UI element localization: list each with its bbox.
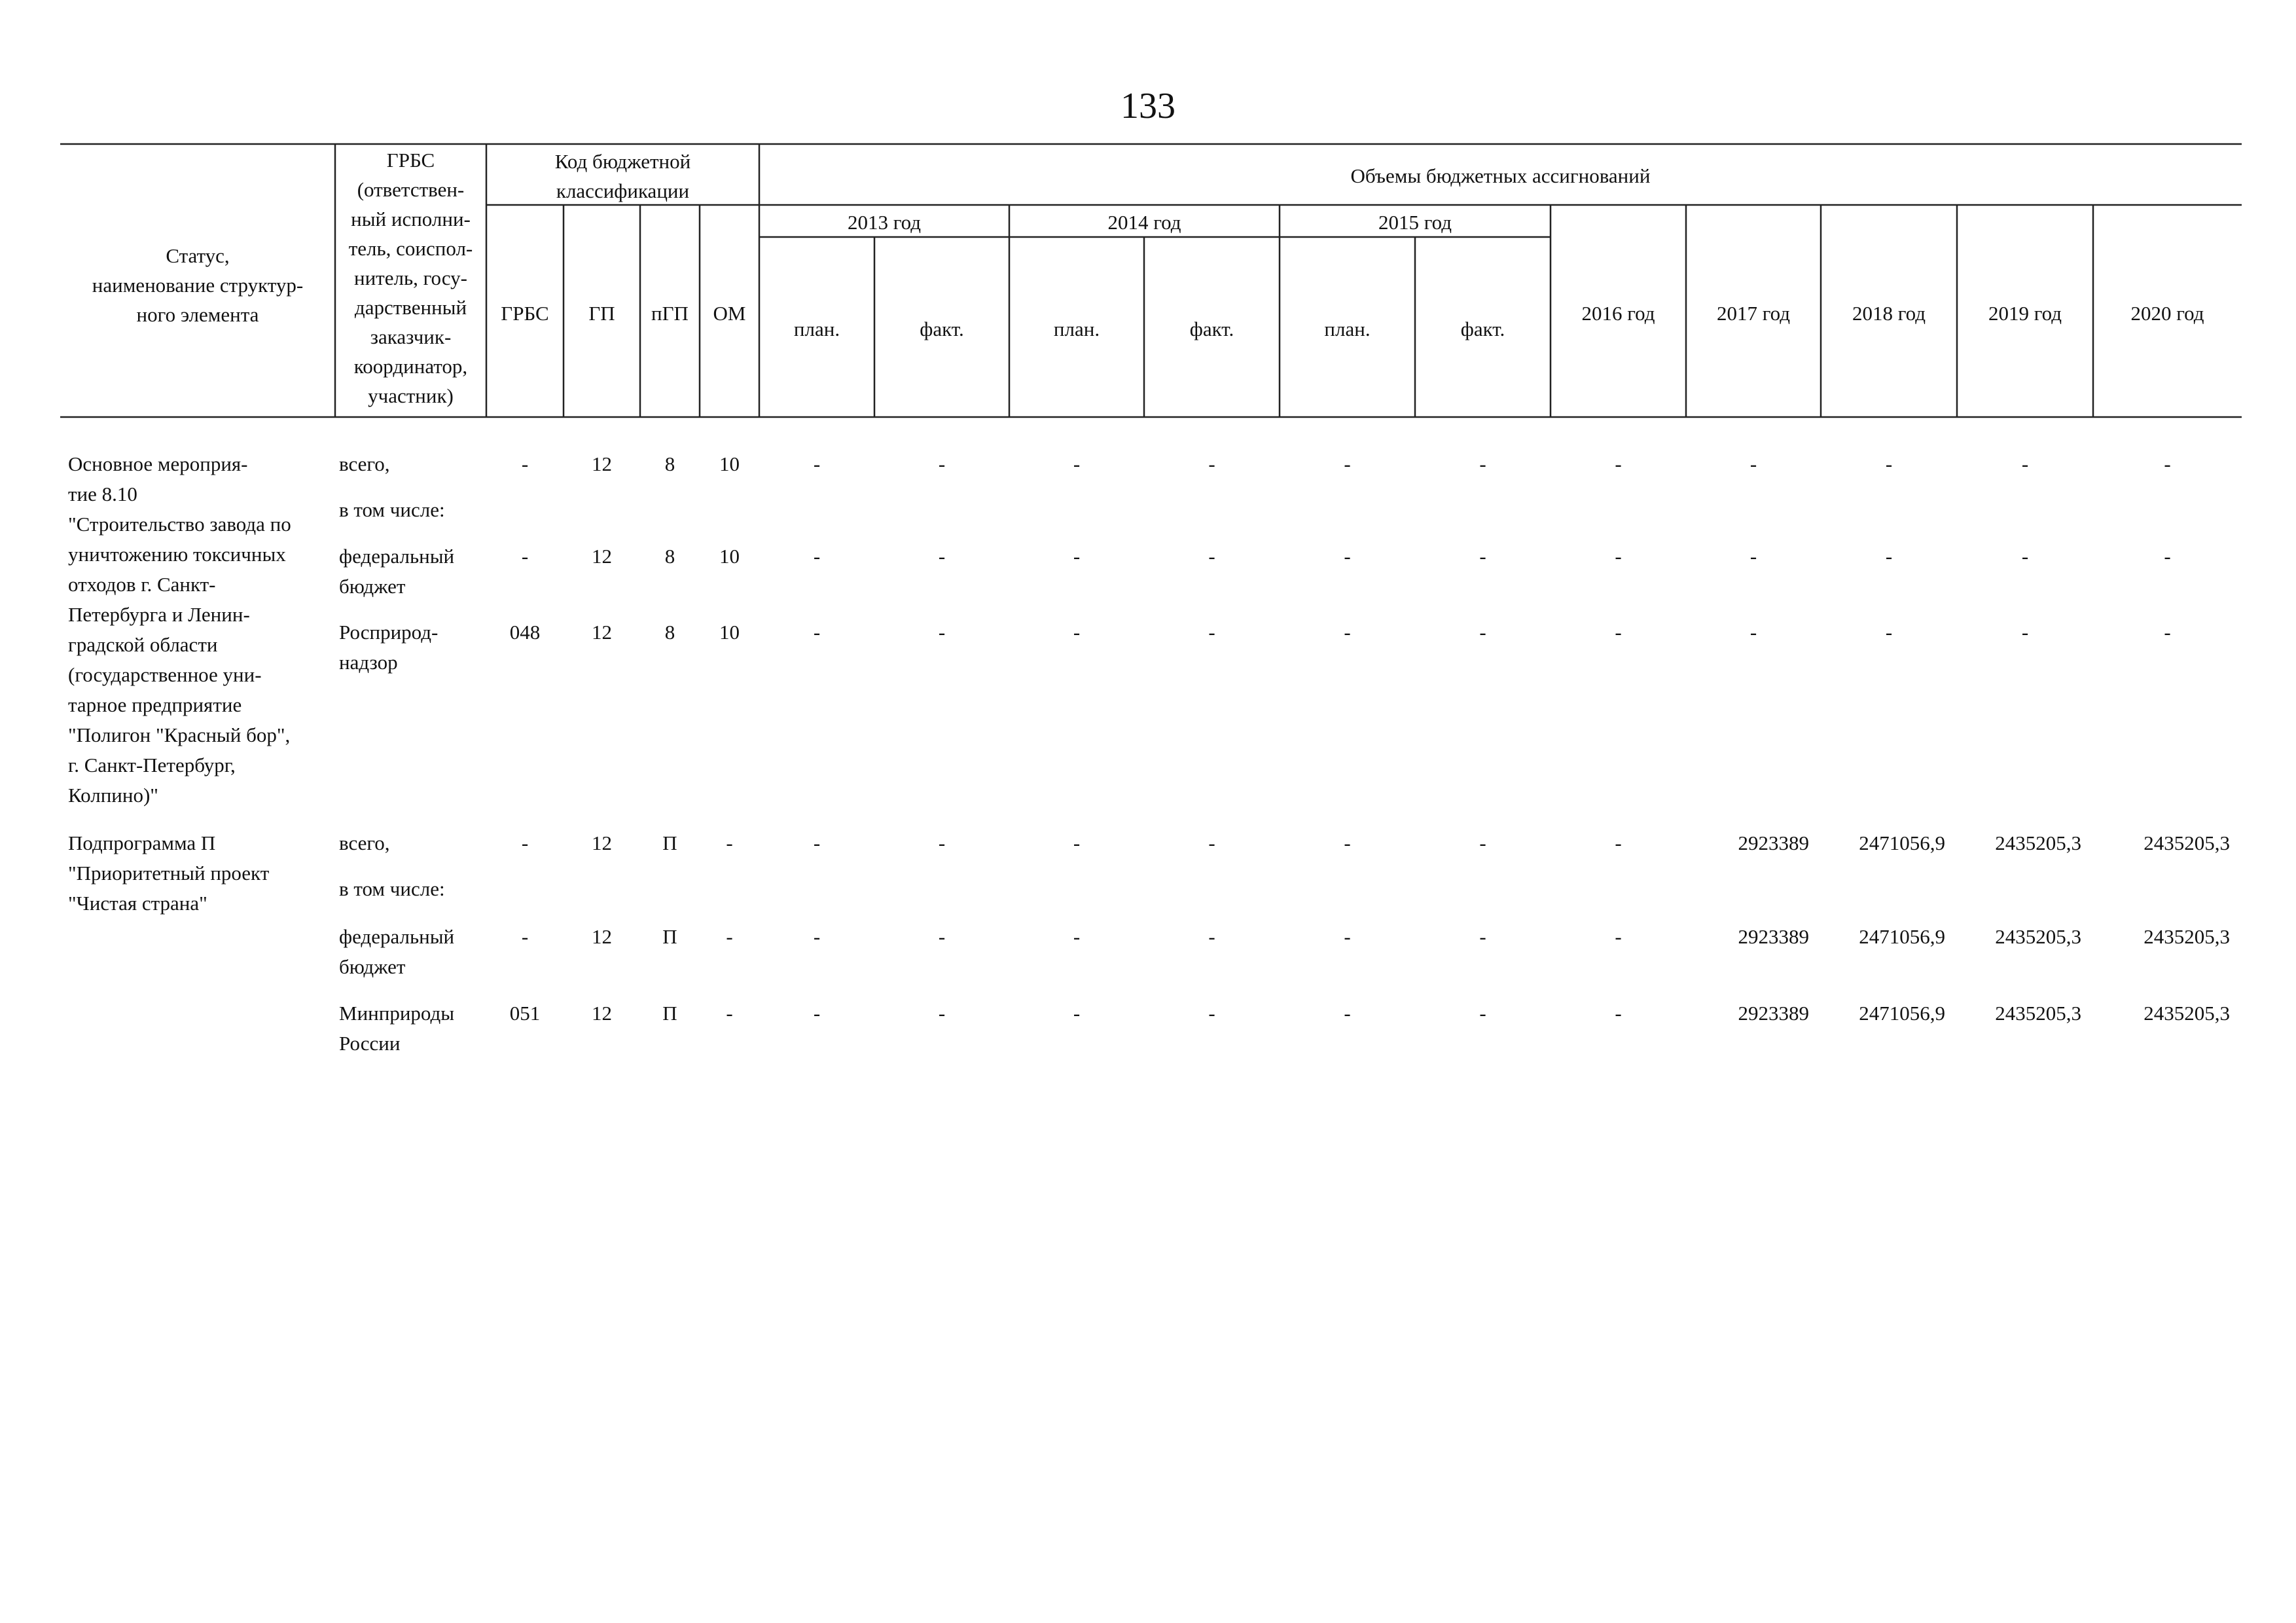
- cell-value: -: [2164, 452, 2171, 475]
- cell-value: -: [1615, 621, 1622, 644]
- cell-value: -: [1073, 1002, 1081, 1025]
- header-volumes: Объемы бюджетных ассигнований: [1350, 164, 1651, 187]
- row-label: всего,: [339, 452, 390, 475]
- row-label: всего,: [339, 831, 390, 854]
- cell-om: 10: [719, 452, 740, 475]
- cell-value: -: [938, 1002, 946, 1025]
- cell-value: -: [2021, 621, 2029, 644]
- cell-value: -: [1073, 545, 1081, 568]
- cell-gp: 12: [592, 831, 612, 854]
- cell-value: -: [938, 545, 946, 568]
- cell-value: -: [813, 545, 821, 568]
- cell-value: 2471056,9: [1859, 831, 1945, 854]
- header-year-2016: 2016 год: [1581, 302, 1655, 325]
- cell-pgp: П: [662, 1002, 677, 1025]
- cell-value: -: [938, 621, 946, 644]
- cell-value: -: [1344, 545, 1351, 568]
- cell-value: -: [1749, 452, 1757, 475]
- cell-value: -: [938, 452, 946, 475]
- cell-value: 2435205,3: [1995, 831, 2081, 854]
- cell-value: -: [1344, 621, 1351, 644]
- cell-value: -: [1208, 1002, 1215, 1025]
- cell-pgp: П: [662, 831, 677, 854]
- cell-value: -: [1749, 621, 1757, 644]
- cell-value: -: [2021, 545, 2029, 568]
- cell-gp: 12: [592, 621, 612, 644]
- cell-value: 2923389: [1738, 831, 1809, 854]
- cell-grbs: 051: [509, 1002, 541, 1025]
- cell-value: -: [1479, 621, 1486, 644]
- cell-value: -: [813, 621, 821, 644]
- cell-value: -: [1479, 1002, 1486, 1025]
- cell-grbs: -: [521, 831, 529, 854]
- row-label: федеральный бюджет: [339, 925, 455, 978]
- cell-value: -: [1208, 545, 1215, 568]
- cell-value: -: [1344, 831, 1351, 854]
- cell-value: 2435205,3: [1995, 925, 2081, 948]
- header-2013-plan: план.: [793, 318, 840, 340]
- row-label: в том числе:: [339, 877, 445, 900]
- header-year-2014: 2014 год: [1107, 211, 1181, 234]
- row-label: в том числе:: [339, 498, 445, 521]
- cell-pgp: 8: [664, 621, 675, 644]
- cell-gp: 12: [592, 1002, 612, 1025]
- cell-value: 2435205,3: [1995, 1002, 2081, 1025]
- cell-grbs: -: [521, 545, 529, 568]
- cell-value: -: [1344, 1002, 1351, 1025]
- cell-value: -: [2164, 545, 2171, 568]
- header-col-pgp: пГП: [651, 302, 689, 325]
- cell-value: -: [1479, 452, 1486, 475]
- cell-value: -: [1885, 545, 1893, 568]
- cell-value: -: [1208, 925, 1215, 948]
- cell-value: -: [1479, 925, 1486, 948]
- header-grbs-role: ГРБС (ответствен- ный исполни- тель, соиспол- нитель, госу- дарственный заказчик- координатор, участник): [348, 149, 473, 407]
- header-budget-code: Код бюджетной классификации: [554, 150, 691, 202]
- row-label: федеральный бюджет: [339, 545, 455, 598]
- cell-value: -: [1615, 545, 1622, 568]
- cell-om: -: [726, 831, 733, 854]
- header-col-om: ОМ: [713, 302, 746, 325]
- cell-grbs: 048: [509, 621, 541, 644]
- header-status: Статус, наименование структур- ного элемента: [92, 244, 304, 326]
- cell-value: -: [1344, 452, 1351, 475]
- header-year-2015: 2015 год: [1378, 211, 1452, 234]
- row-label: Росприрод- надзор: [339, 621, 439, 674]
- page-number: 133: [1121, 86, 1175, 126]
- cell-value: -: [1073, 452, 1081, 475]
- cell-value: -: [1615, 1002, 1622, 1025]
- cell-grbs: -: [521, 925, 529, 948]
- header-2014-plan: план.: [1053, 318, 1100, 340]
- cell-value: -: [938, 925, 946, 948]
- cell-value: -: [1885, 452, 1893, 475]
- header-year-2018: 2018 год: [1852, 302, 1926, 325]
- block-name: Подпрограмма П "Приоритетный проект "Чистая страна": [68, 831, 270, 915]
- cell-gp: 12: [592, 452, 612, 475]
- cell-value: -: [2164, 621, 2171, 644]
- cell-value: -: [2021, 452, 2029, 475]
- header-year-2013: 2013 год: [847, 211, 922, 234]
- cell-gp: 12: [592, 545, 612, 568]
- cell-value: -: [1749, 545, 1757, 568]
- cell-om: 10: [719, 545, 740, 568]
- cell-value: -: [1073, 831, 1081, 854]
- cell-value: -: [813, 925, 821, 948]
- cell-value: 2435205,3: [2144, 1002, 2230, 1025]
- cell-value: -: [813, 1002, 821, 1025]
- cell-value: -: [1615, 831, 1622, 854]
- cell-value: 2435205,3: [2144, 925, 2230, 948]
- cell-gp: 12: [592, 925, 612, 948]
- header-year-2019: 2019 год: [1988, 302, 2062, 325]
- header-year-2020: 2020 год: [2130, 302, 2204, 325]
- cell-grbs: -: [521, 452, 529, 475]
- cell-value: -: [1208, 452, 1215, 475]
- cell-value: -: [1885, 621, 1893, 644]
- cell-pgp: 8: [664, 452, 675, 475]
- header-2015-fact: факт.: [1460, 318, 1505, 340]
- block-name: Основное мероприя- тие 8.10 "Строительство завода по уничтожению токсичных отходов г. Санкт- Петербурга и Ленин- градской области (государственное уни- тарное предприятие "Полигон "Красный бор", г. Санкт-Петербург, Колпино)": [68, 452, 291, 807]
- cell-value: -: [813, 831, 821, 854]
- cell-value: 2923389: [1738, 925, 1809, 948]
- cell-value: -: [938, 831, 946, 854]
- header-2014-fact: факт.: [1189, 318, 1234, 340]
- cell-value: -: [813, 452, 821, 475]
- row-label: Минприроды России: [339, 1002, 455, 1055]
- cell-om: -: [726, 925, 733, 948]
- cell-value: -: [1073, 621, 1081, 644]
- cell-value: -: [1073, 925, 1081, 948]
- cell-value: -: [1344, 925, 1351, 948]
- header-2015-plan: план.: [1324, 318, 1371, 340]
- cell-value: -: [1479, 545, 1486, 568]
- cell-pgp: 8: [664, 545, 675, 568]
- cell-om: 10: [719, 621, 740, 644]
- cell-value: -: [1615, 925, 1622, 948]
- header-year-2017: 2017 год: [1716, 302, 1791, 325]
- cell-pgp: П: [662, 925, 677, 948]
- header-2013-fact: факт.: [920, 318, 964, 340]
- cell-value: 2435205,3: [2144, 831, 2230, 854]
- cell-value: -: [1208, 831, 1215, 854]
- cell-value: 2471056,9: [1859, 925, 1945, 948]
- cell-value: 2923389: [1738, 1002, 1809, 1025]
- cell-om: -: [726, 1002, 733, 1025]
- cell-value: 2471056,9: [1859, 1002, 1945, 1025]
- cell-value: -: [1615, 452, 1622, 475]
- header-col-gp: ГП: [588, 302, 615, 325]
- cell-value: -: [1208, 621, 1215, 644]
- header-col-grbs: ГРБС: [501, 302, 549, 325]
- cell-value: -: [1479, 831, 1486, 854]
